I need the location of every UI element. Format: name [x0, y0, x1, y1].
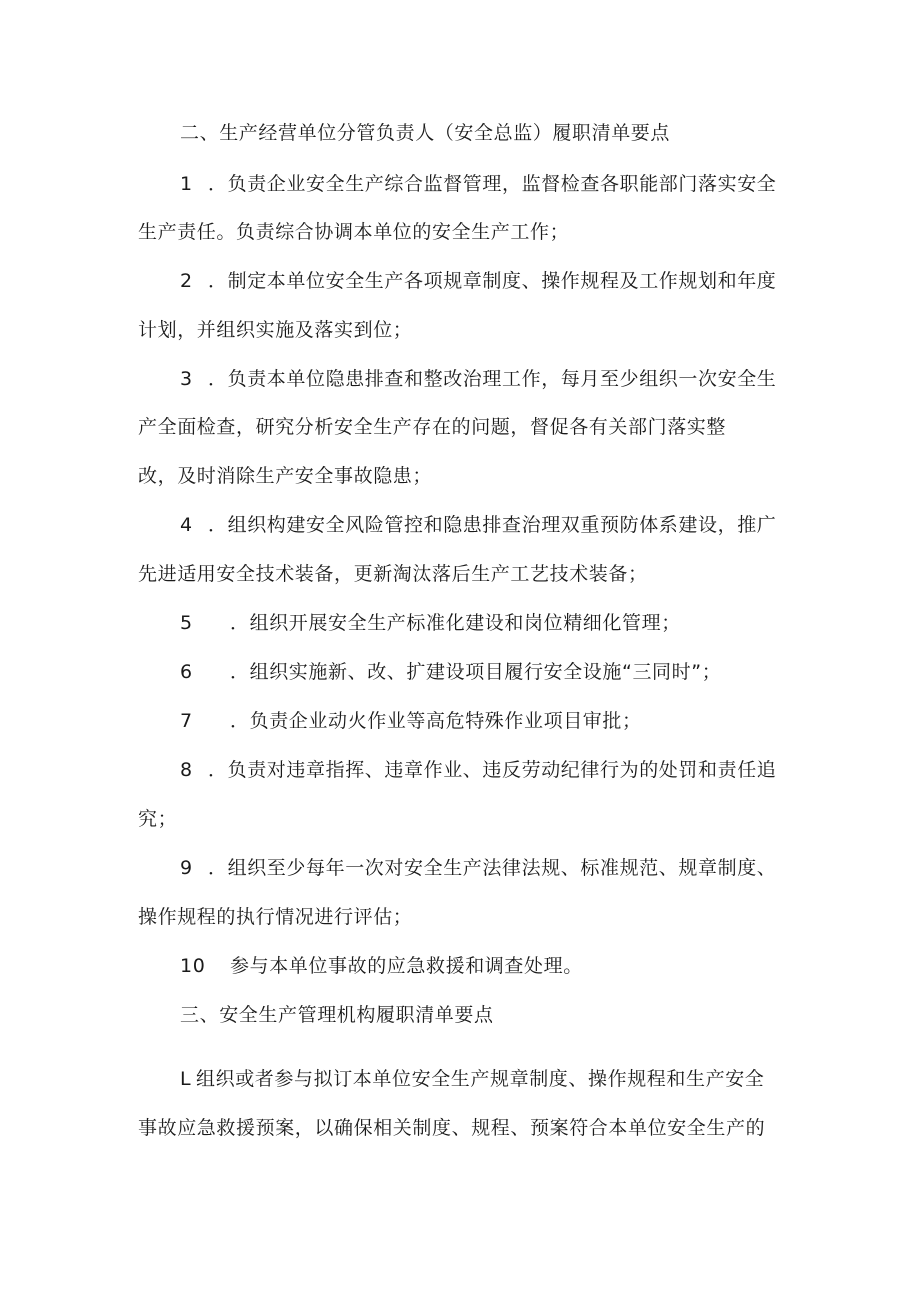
item-text: ．制定本单位安全生产各项规章制度、操作规程及工作规划和年度 — [208, 270, 777, 292]
list-item-9-line-2: 操作规程的执行情况进行评估； — [138, 906, 413, 928]
list-item-5-line-1 — [180, 611, 681, 635]
section-2-heading: 二、生产经营单位分管负责人（安全总监）履职清单要点 — [180, 122, 671, 144]
item-text: ．负责对违章指挥、违章作业、违反劳动纪律行为的处罚和责任追 — [208, 759, 777, 781]
item-text: ．组织至少每年一次对安全生产法律法规、标准规范、规章制度、 — [208, 857, 777, 879]
list-item-3-line-3: 改，及时消除生产安全事故隐患； — [138, 465, 433, 487]
item-number: 3 — [180, 368, 193, 390]
list-item-1-line-1 — [180, 172, 776, 196]
list-item-1-line-2: 生产责任。负责综合协调本单位的安全生产工作； — [138, 221, 570, 243]
item-number: 1 — [180, 173, 193, 195]
item-text: 组织或者参与拟订本单位安全生产规章制度、操作规程和生产安全 — [196, 1068, 765, 1090]
item-text: 参与本单位事故的应急救援和调查处理。 — [230, 955, 583, 977]
item-text: ．组织实施新、改、扩建设项目履行安全设施“三同时”； — [230, 661, 722, 683]
list-item-4-line-1 — [180, 513, 776, 537]
section-3-heading: 三、安全生产管理机构履职清单要点 — [180, 1004, 494, 1026]
list-item-8-line-1 — [180, 758, 776, 782]
list-item-9-line-1 — [180, 856, 776, 880]
item-text: ．负责企业动火作业等高危特殊作业项目审批； — [230, 710, 642, 732]
section-3-item-1-line-1 — [180, 1067, 764, 1091]
item-text: ．组织开展安全生产标准化建设和岗位精细化管理； — [230, 612, 681, 634]
item-number: 5 — [180, 612, 193, 634]
item-number: 7 — [180, 710, 193, 732]
list-item-3-line-1 — [180, 367, 776, 391]
item-number: L — [180, 1068, 192, 1090]
item-number: 4 — [180, 514, 193, 536]
list-item-2-line-1 — [180, 269, 776, 293]
list-item-10-line-1 — [180, 954, 583, 978]
list-item-8-line-2: 究； — [138, 808, 178, 830]
item-text: ．负责本单位隐患排查和整改治理工作，每月至少组织一次安全生 — [208, 368, 777, 390]
list-item-2-line-2: 计划，并组织实施及落实到位； — [138, 319, 413, 341]
item-number: 9 — [180, 857, 193, 879]
list-item-3-line-2: 产全面检查，研究分析安全生产存在的问题，督促各有关部门落实整 — [138, 416, 727, 438]
item-text: ．负责企业安全生产综合监督管理，监督检查各职能部门落实安全 — [208, 173, 777, 195]
item-number: 2 — [180, 270, 193, 292]
section-3-item-1-line-2: 事故应急救援预案，以确保相关制度、规程、预案符合本单位安全生产的 — [138, 1117, 766, 1139]
item-text: ．组织构建安全风险管控和隐患排查治理双重预防体系建设，推广 — [208, 514, 777, 536]
item-number: 10 — [180, 955, 206, 977]
item-number: 6 — [180, 661, 193, 683]
list-item-7-line-1 — [180, 709, 642, 733]
list-item-6-line-1 — [180, 660, 721, 684]
list-item-4-line-2: 先进适用安全技术装备，更新淘汰落后生产工艺技术装备； — [138, 563, 648, 585]
item-number: 8 — [180, 759, 193, 781]
